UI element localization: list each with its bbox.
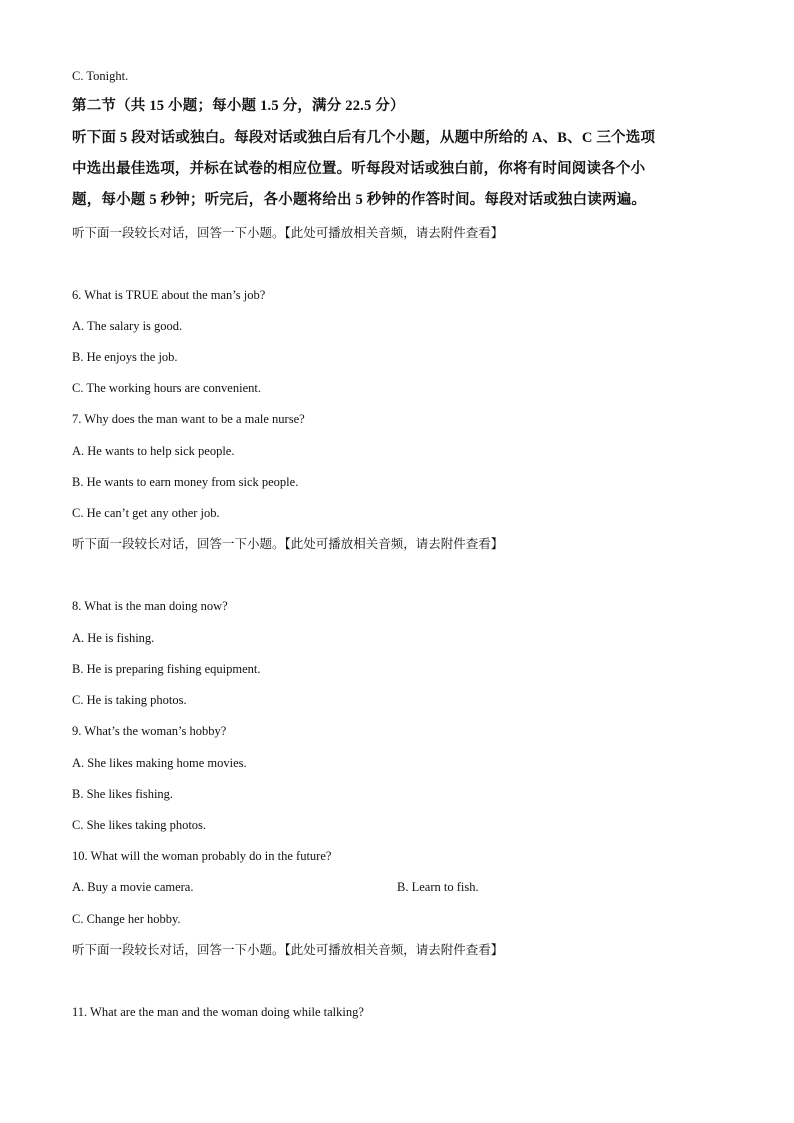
question-8: 8. What is the man doing now? xyxy=(72,599,228,613)
option-10b: B. Learn to fish. xyxy=(397,880,479,894)
listen-prompt-1: 听下面一段较长对话，回答一下小题。【此处可播放相关音频，请去附件查看】 xyxy=(72,225,504,240)
option-7c: C. He can’t get any other job. xyxy=(72,506,220,520)
instruction-line-2: 中选出最佳选项，并标在试卷的相应位置。听每段对话或独白前，你将有时间阅读各个小 xyxy=(72,161,646,177)
option-8a: A. He is fishing. xyxy=(72,631,155,645)
question-6: 6. What is TRUE about the man’s job? xyxy=(72,288,266,302)
option-6c: C. The working hours are convenient. xyxy=(72,381,261,395)
question-11: 11. What are the man and the woman doing while talking? xyxy=(72,1005,364,1019)
option-7a: A. He wants to help sick people. xyxy=(72,444,235,458)
listen-prompt-3: 听下面一段较长对话，回答一下小题。【此处可播放相关音频，请去附件查看】 xyxy=(72,942,504,957)
option-8c: C. He is taking photos. xyxy=(72,693,187,707)
instruction-line-1: 听下面 5 段对话或独白。每段对话或独白后有几个小题，从题中所给的 A、B、C 三个选项 xyxy=(72,130,656,146)
option-7b: B. He wants to earn money from sick people. xyxy=(72,475,299,489)
instruction-line-3: 题，每小题 5 秒钟；听完后，各小题将给出 5 秒钟的作答时间。每段对话或独白读两遍。 xyxy=(72,192,647,208)
question-9: 9. What’s the woman’s hobby? xyxy=(72,724,227,738)
option-c-q5: C. Tonight. xyxy=(72,69,129,83)
question-7: 7. Why does the man want to be a male nurse? xyxy=(72,412,305,426)
option-9b: B. She likes fishing. xyxy=(72,787,174,801)
option-8b: B. He is preparing fishing equipment. xyxy=(72,662,261,676)
option-9a: A. She likes making home movies. xyxy=(72,756,247,770)
listen-prompt-2: 听下面一段较长对话，回答一下小题。【此处可播放相关音频，请去附件查看】 xyxy=(72,536,504,551)
option-10c: C. Change her hobby. xyxy=(72,912,181,926)
option-6a: A. The salary is good. xyxy=(72,319,183,333)
option-10a: A. Buy a movie camera. xyxy=(72,880,194,894)
options-10-row xyxy=(72,879,722,895)
option-6b: B. He enjoys the job. xyxy=(72,350,178,364)
option-9c: C. She likes taking photos. xyxy=(72,818,207,832)
question-10: 10. What will the woman probably do in the future? xyxy=(72,849,332,863)
section-title: 第二节（共 15 小题；每小题 1.5 分，满分 22.5 分） xyxy=(72,98,405,114)
